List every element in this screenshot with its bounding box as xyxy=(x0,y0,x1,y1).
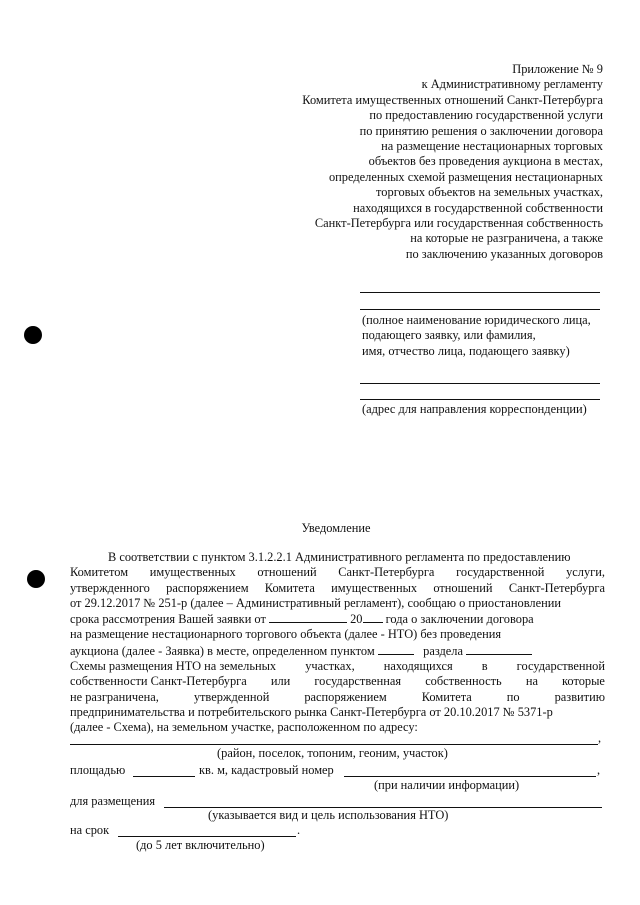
body-line: аукциона (далее - Заявка) в месте, определенном пунктом раздела xyxy=(70,643,605,659)
appendix-line: по заключению указанных договоров xyxy=(405,246,603,261)
term-field[interactable] xyxy=(118,836,296,837)
body-line: на размещение нестационарного торгового объекта (далее - НТО) без проведения xyxy=(70,627,502,642)
body-line: Схемы размещения НТО на земельных участках, находящихся в государственной xyxy=(70,659,605,674)
appendix-line: находящихся в государственной собственности xyxy=(353,200,603,215)
page-title: Уведомление xyxy=(301,521,371,535)
body-line: Комитетом имущественных отношений Санкт-Петербурга государственной услуги, xyxy=(70,565,605,580)
term-period: . xyxy=(297,823,301,837)
addressee-name-line-2[interactable] xyxy=(360,309,600,310)
appendix-line: по предоставлению государственной услуги xyxy=(369,108,603,123)
appendix-line: определенных схемой размещения нестационарных xyxy=(328,169,603,184)
body-line: утвержденного распоряжением Комитета имущественных отношений Санкт-Петербурга xyxy=(70,580,605,595)
placement-label: для размещения xyxy=(70,794,156,808)
body-line: от 29.12.2017 № 251-р (далее – Административный регламент), сообщаю о приостановлении xyxy=(70,595,561,610)
addressee-name-line-1[interactable] xyxy=(360,292,600,293)
term-caption: (до 5 лет включительно) xyxy=(136,838,265,852)
district-caption: (район, поселок, топоним, геоним, участок) xyxy=(217,746,448,760)
application-date-field[interactable] xyxy=(269,611,347,623)
cadastral-caption: (при наличии информации) xyxy=(374,778,520,792)
addressee-address-line-1[interactable] xyxy=(360,383,600,384)
appendix-line: объектов без проведения аукциона в местах, xyxy=(368,154,603,169)
area-label: площадью xyxy=(70,763,126,777)
term-label: на срок xyxy=(70,823,110,837)
application-year-field[interactable] xyxy=(363,611,383,623)
scheme-section-field[interactable] xyxy=(466,643,532,655)
notice-body xyxy=(70,550,605,736)
appendix-line: к Административному регламенту xyxy=(421,77,603,92)
appendix-header xyxy=(223,62,603,262)
address-comma: , xyxy=(598,731,602,745)
body-line: не разграничена, утвержденной распоряжением Комитета по развитию xyxy=(70,689,605,704)
cadastral-number-field[interactable] xyxy=(344,776,596,777)
area-unit-label: кв. м, кадастровый номер xyxy=(199,763,334,777)
area-field[interactable] xyxy=(133,776,195,777)
addressee-address-caption: (адрес для направления корреспонденции) xyxy=(362,402,587,416)
appendix-line: Комитета имущественных отношений Санкт-Петербурга xyxy=(302,92,603,107)
cadastral-comma: , xyxy=(597,763,601,777)
appendix-line: торговых объектов на земельных участках, xyxy=(376,185,603,200)
appendix-line: на размещение нестационарных торговых xyxy=(381,139,603,154)
appendix-line: на которые не разграничена, а также xyxy=(410,231,603,246)
body-line: (далее - Схема), на земельном участке, расположенном по адресу: xyxy=(70,720,418,735)
appendix-line: Санкт-Петербурга или государственная собственность xyxy=(314,216,603,231)
binder-hole-bottom xyxy=(27,570,45,588)
body-line: срока рассмотрения Вашей заявки от 20 года о заключении договора xyxy=(70,612,534,627)
appendix-line: по принятию решения о заключении договора xyxy=(359,123,603,138)
body-line: предпринимательства и потребительского рынка Санкт-Петербурга от 20.10.2017 № 5371-р xyxy=(70,704,553,719)
appendix-line: Приложение № 9 xyxy=(512,62,603,76)
addressee-name-caption: (полное наименование юридического лица, подающего заявку, или фамилия, имя, отчество лица, подающего заявку) xyxy=(362,313,591,358)
addressee-address-line-2[interactable] xyxy=(360,399,600,400)
body-line: собственности Санкт-Петербурга или государственная собственность на которые xyxy=(70,674,605,689)
address-field[interactable] xyxy=(70,744,598,745)
body-line: В соответствии с пунктом 3.1.2.2.1 Административного регламента по предоставлению xyxy=(108,550,571,564)
binder-hole-top xyxy=(24,326,42,344)
scheme-point-field[interactable] xyxy=(378,643,414,655)
placement-caption: (указывается вид и цель использования НТО) xyxy=(208,808,449,822)
